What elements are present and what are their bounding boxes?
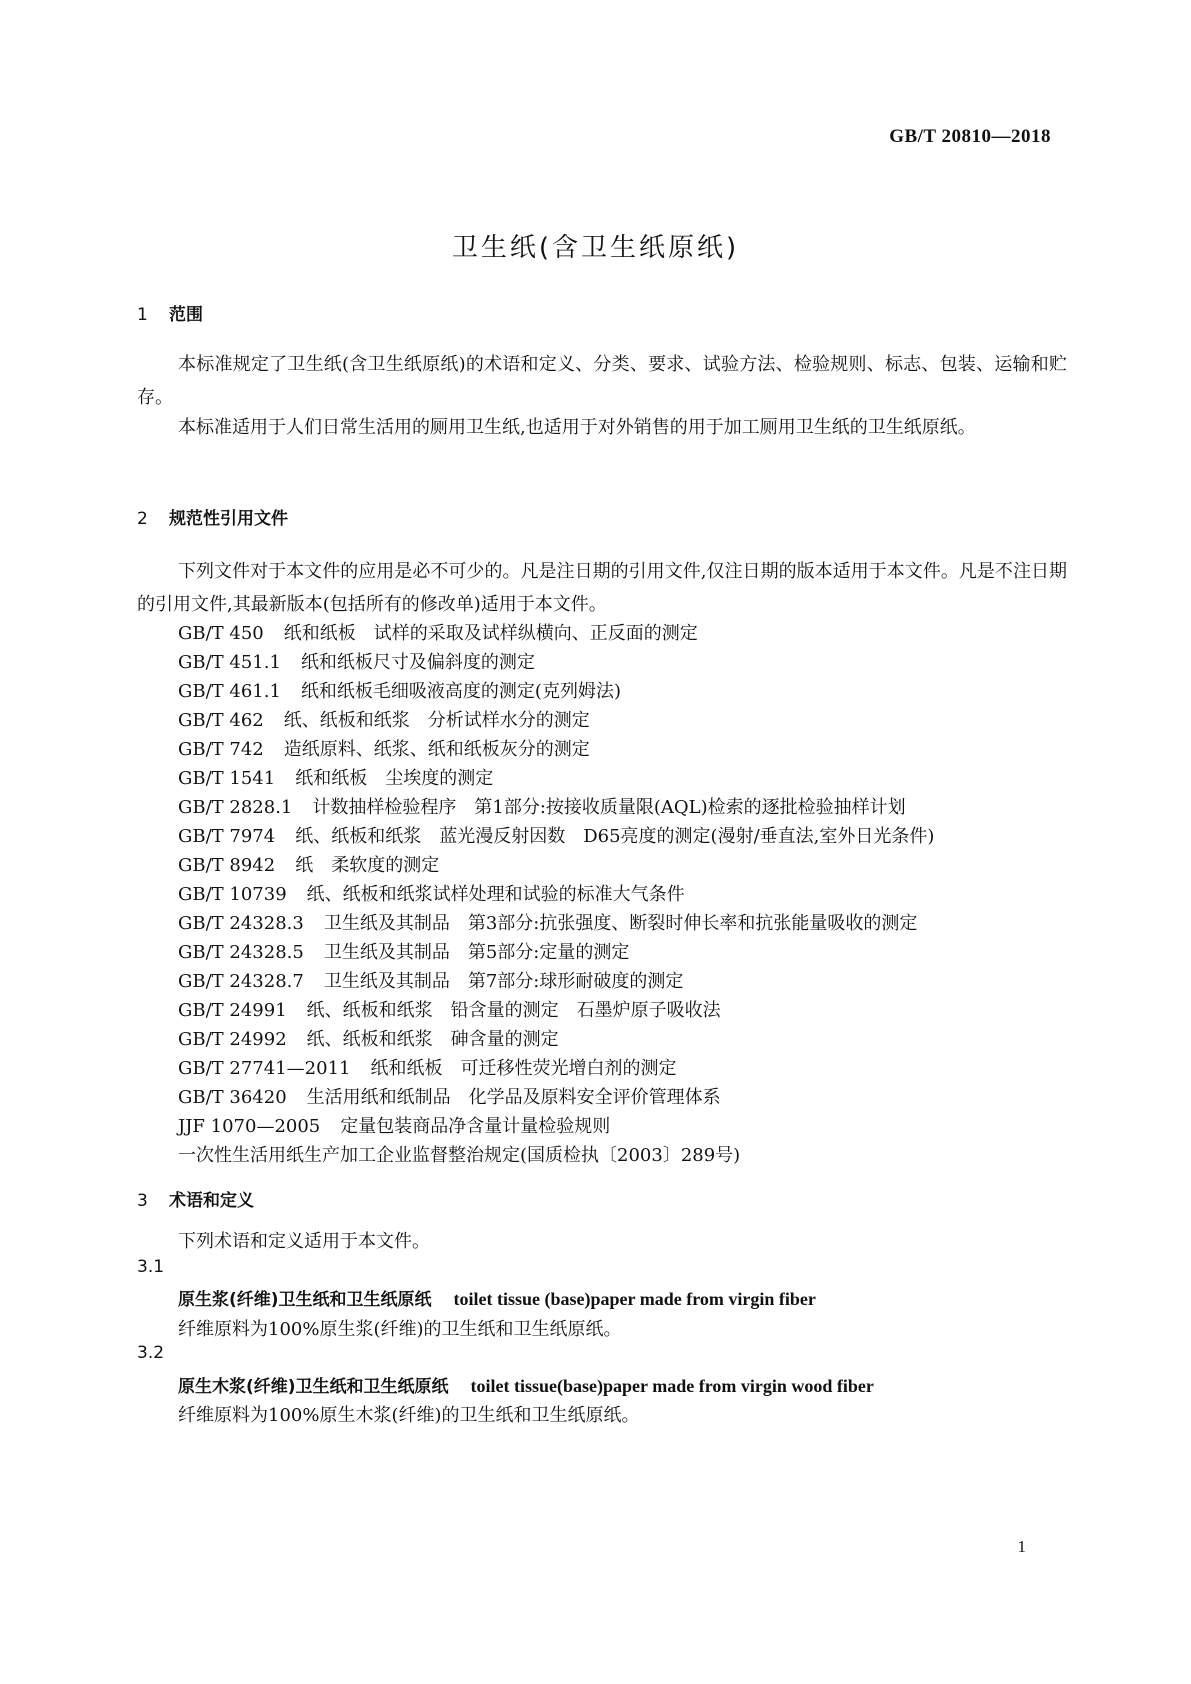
reference-code: GB/T 742 [178, 739, 264, 760]
reference-item [178, 735, 590, 761]
reference-code: GB/T 24992 [178, 1029, 287, 1050]
reference-title: 纸、纸板和纸浆 砷含量的测定 [306, 1029, 559, 1050]
reference-code: GB/T 1541 [178, 768, 276, 789]
term-number: 3.1 [137, 1257, 165, 1277]
reference-item [178, 706, 590, 732]
reference-item [178, 909, 917, 935]
reference-title: 纸 柔软度的测定 [295, 855, 440, 876]
term-en: toilet tissue (base)paper made from virgin fiber [453, 1289, 816, 1309]
reference-item [178, 1025, 559, 1051]
reference-code: GB/T 24328.3 [178, 913, 304, 934]
page-title: 卫生纸(含卫生纸原纸) [451, 233, 740, 263]
reference-item [178, 677, 621, 703]
regulation-reference: 一次性生活用纸生产加工企业监督整治规定(国质检执〔2003〕289号) [178, 1145, 741, 1166]
reference-title: 纸、纸板和纸浆 分析试样水分的测定 [283, 710, 590, 731]
reference-code: GB/T 462 [178, 710, 264, 731]
reference-title: 纸和纸板 试样的采取及试样纵横向、正反面的测定 [283, 623, 698, 644]
section-title: 规范性引用文件 [169, 509, 288, 529]
reference-code: GB/T 27741—2011 [178, 1058, 351, 1079]
reference-item [178, 1083, 721, 1109]
reference-title: 纸、纸板和纸浆 铅含量的测定 石墨炉原子吸收法 [306, 1000, 721, 1021]
reference-code: GB/T 24991 [178, 1000, 287, 1021]
reference-title: 卫生纸及其制品 第7部分:球形耐破度的测定 [323, 971, 684, 992]
section-number: 3 [137, 1191, 148, 1211]
reference-title: 生活用纸和纸制品 化学品及原料安全评价管理体系 [306, 1087, 721, 1108]
term-definition: 纤维原料为100%原生木浆(纤维)的卫生纸和卫生纸原纸。 [178, 1405, 640, 1426]
term-number: 3.2 [137, 1343, 165, 1363]
reference-title: 定量包装商品净含量计量检验规则 [340, 1116, 611, 1137]
reference-item [178, 793, 906, 819]
term-zh: 原生浆(纤维)卫生纸和卫生纸原纸 [178, 1290, 432, 1310]
reference-title: 卫生纸及其制品 第3部分:抗张强度、断裂时伸长率和抗张能量吸收的测定 [323, 913, 918, 934]
reference-code: GB/T 461.1 [178, 681, 281, 702]
reference-title: 纸和纸板毛细吸液高度的测定(克列姆法) [300, 681, 621, 702]
term-en: toilet tissue(base)paper made from virgin wood fiber [470, 1376, 874, 1396]
paragraph: 下列文件对于本文件的应用是必不可少的。凡是注日期的引用文件,仅注日期的版本适用于本文件。凡是不注日期的引用文件,其最新版本(包括所有的修改单)适用于本文件。 [137, 561, 1067, 615]
reference-title: 造纸原料、纸浆、纸和纸板灰分的测定 [283, 739, 590, 760]
paragraph: 下列术语和定义适用于本文件。 [178, 1231, 430, 1252]
reference-title: 纸和纸板 可迁移性荧光增白剂的测定 [370, 1058, 677, 1079]
reference-item [178, 1112, 610, 1138]
reference-item [178, 1054, 676, 1080]
reference-code: GB/T 36420 [178, 1087, 287, 1108]
term-definition: 纤维原料为100%原生浆(纤维)的卫生纸和卫生纸原纸。 [178, 1319, 622, 1340]
term-heading [178, 1285, 816, 1310]
section-3-heading [137, 1186, 254, 1211]
reference-code: JJF 1070—2005 [178, 1116, 321, 1137]
reference-item [178, 822, 934, 848]
reference-title: 纸和纸板 尘埃度的测定 [295, 768, 494, 789]
section-number: 1 [137, 305, 148, 325]
standard-code: GB/T 20810—2018 [889, 126, 1051, 147]
reference-code: GB/T 10739 [178, 884, 287, 905]
reference-item [178, 851, 439, 877]
reference-title: 卫生纸及其制品 第5部分:定量的测定 [323, 942, 630, 963]
reference-code: GB/T 450 [178, 623, 264, 644]
reference-code: GB/T 24328.5 [178, 942, 304, 963]
section-1-heading [137, 300, 203, 325]
reference-item [178, 938, 629, 964]
reference-title: 纸和纸板尺寸及偏斜度的测定 [300, 652, 535, 673]
reference-code: GB/T 8942 [178, 855, 276, 876]
reference-code: GB/T 7974 [178, 826, 276, 847]
page-number: 1 [1017, 1537, 1026, 1556]
section-2-heading [137, 504, 288, 529]
reference-item [178, 996, 721, 1022]
reference-code: GB/T 2828.1 [178, 797, 293, 818]
term-heading [178, 1372, 874, 1397]
reference-item [178, 880, 685, 906]
section-title: 术语和定义 [169, 1191, 254, 1211]
reference-title: 计数抽样检验程序 第1部分:按接收质量限(AQL)检索的逐批检验抽样计划 [312, 797, 906, 818]
paragraph: 本标准适用于人们日常生活用的厕用卫生纸,也适用于对外销售的用于加工厕用卫生纸的卫生纸原纸。 [178, 417, 976, 438]
reference-item [178, 764, 493, 790]
reference-title: 纸、纸板和纸浆 蓝光漫反射因数 D65亮度的测定(漫射/垂直法,室外日光条件) [295, 826, 935, 847]
reference-item [178, 967, 683, 993]
reference-item [178, 648, 535, 674]
section-number: 2 [137, 509, 148, 529]
paragraph: 本标准规定了卫生纸(含卫生纸原纸)的术语和定义、分类、要求、试验方法、检验规则、标志、包装、运输和贮存。 [137, 354, 1067, 408]
term-zh: 原生木浆(纤维)卫生纸和卫生纸原纸 [178, 1377, 449, 1397]
reference-title: 纸、纸板和纸浆试样处理和试验的标准大气条件 [306, 884, 685, 905]
reference-code: GB/T 24328.7 [178, 971, 304, 992]
reference-item [178, 619, 698, 645]
section-title: 范围 [169, 305, 203, 325]
reference-code: GB/T 451.1 [178, 652, 281, 673]
